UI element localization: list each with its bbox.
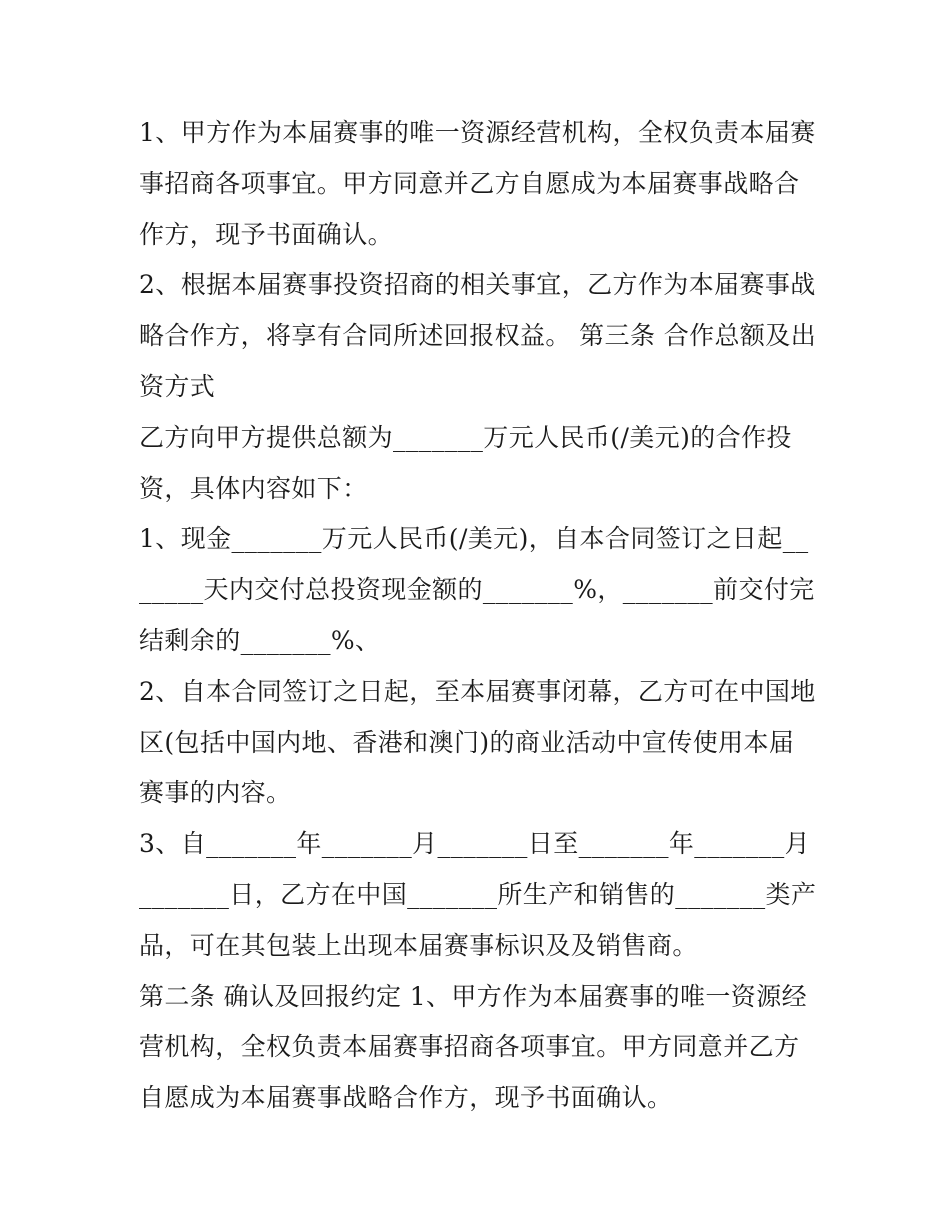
paragraph-clause-2-rights: 2、根据本届赛事投资招商的相关事宜，乙方作为本届赛事战略合作方，将享有合同所述回报权益。 第三条 合作总额及出资方式 — [139, 270, 817, 401]
paragraph-clause-1-confirmation: 1、甲方作为本届赛事的唯一资源经营机构，全权负责本届赛事招商各项事宜。甲方同意并乙方自愿成为本届赛事战略合作方，现予书面确认。 — [139, 118, 816, 249]
paragraph-promotion-rights: 2、自本合同签订之日起，至本届赛事闭幕，乙方可在中国地区(包括中国内地、香港和澳门)的商业活动中宣传使用本届赛事的内容。 — [139, 676, 816, 808]
document-body — [139, 108, 819, 1124]
paragraph-product-packaging: 3、自_______年_______月_______日至_______年_______月_______日，乙方在中国_______所生产和销售的_______类产品，可在其包装上出现本届赛事标识及及销售商。 — [139, 829, 817, 960]
paragraph-article-two: 第二条 确认及回报约定 1、甲方作为本届赛事的唯一资源经营机构，全权负责本届赛事招商各项事宜。甲方同意并乙方自愿成为本届赛事战略合作方，现予书面确认。 — [139, 981, 808, 1113]
paragraph-cash-payment: 1、现金_______万元人民币(/美元)，自本合同签订之日起_______天内交付总投资现金额的_______%，_______前交付完结剩余的_______%、 — [139, 524, 815, 655]
paragraph-investment-total: 乙方向甲方提供总额为_______万元人民币(/美元)的合作投资，具体内容如下： — [139, 422, 792, 503]
